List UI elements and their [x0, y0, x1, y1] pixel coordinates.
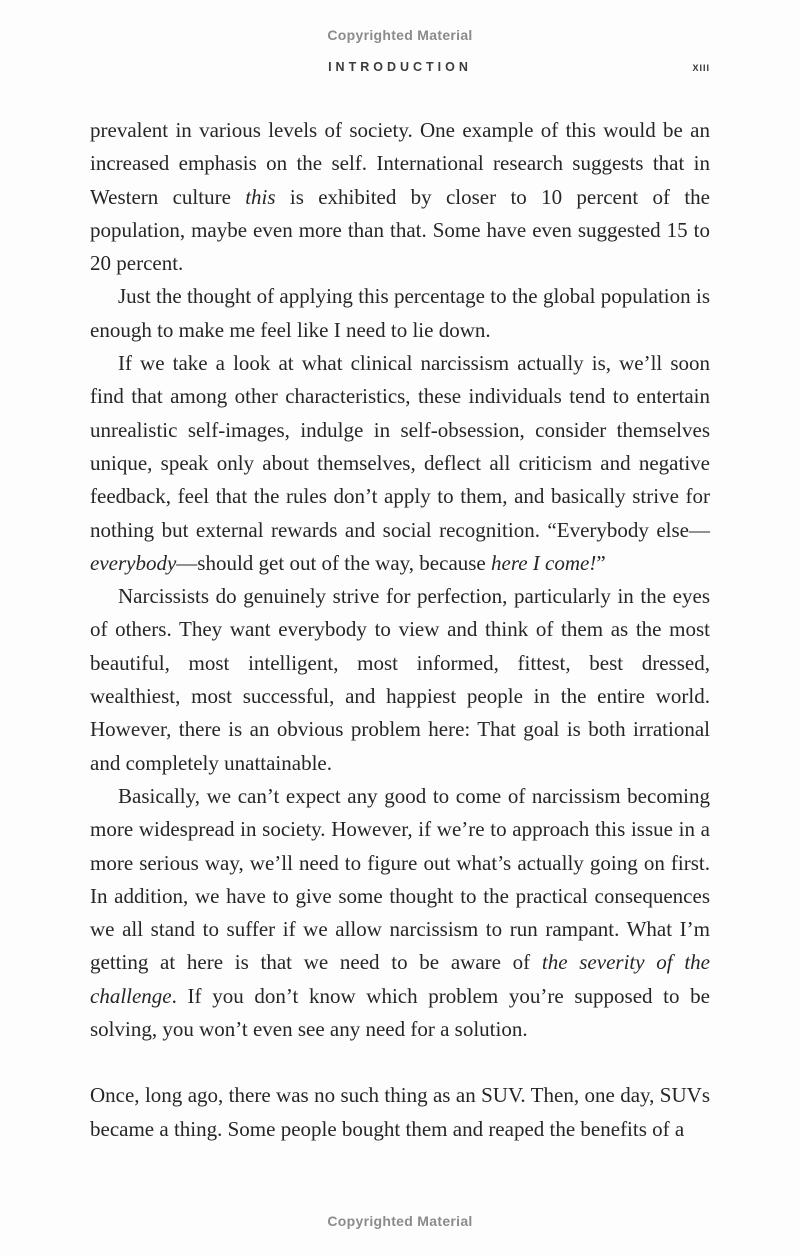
book-paragraph: Narcissists do genuinely strive for perfection, particularly in the eyes of others. They want everybody to view and think of them as the most beautiful, most intelligent, most informed, fittest, best dressed, wealthiest, most successful, and happiest people in the entire world. However, there is an obvious problem here: That goal is both irrational and completely unattainable.	[90, 584, 710, 775]
book-paragraph: Basically, we can’t expect any good to come of narcissism becoming more widespread in society. However, if we’re to approach this issue in a more serious way, we’ll need to figure out what’s actually going on first. In addition, we have to give some thought to the practical consequences we all stand to suffer if we allow narcissism to run rampant. What I’m getting at here is that we need to be aware of the severity of the challenge. If you don’t know which problem you’re supposed to be solving, you won’t even see any need for a solution.	[90, 783, 710, 1042]
copyright-notice-bottom: Copyrighted Material	[327, 1213, 473, 1229]
book-paragraph: Just the thought of applying this percentage to the global population is enough to make me feel like I need to lie down.	[90, 284, 710, 342]
page-number: xiii	[692, 60, 710, 74]
book-paragraph: If we take a look at what clinical narcissism actually is, we’ll soon find that among other characteristics, these individuals tend to entertain unrealistic self-images, indulge in self-obsession, consider themselves unique, speak only about themselves, deflect all criticism and negative feedback, feel that the rules don’t apply to them, and basically strive for nothing but external rewards and social recognition. “Everybody else—everybody—should get out of the way, because here I come!”	[90, 351, 710, 575]
book-paragraph: prevalent in various levels of society. One example of this would be an increased emphasis on the self. International research suggests that in Western culture this is exhibited by closer to 10 percent of the population, maybe even more than that. Some have even suggested 15 to 20 percent.	[90, 118, 710, 276]
book-paragraph: Once, long ago, there was no such thing as an SUV. Then, one day, SUVs became a thing. Some people bought them and reaped the benefits of a	[90, 1083, 710, 1141]
copyright-notice-top: Copyrighted Material	[327, 27, 473, 43]
chapter-title: INTRODUCTION	[328, 60, 472, 74]
body-text	[90, 114, 710, 1146]
running-header	[90, 60, 710, 78]
